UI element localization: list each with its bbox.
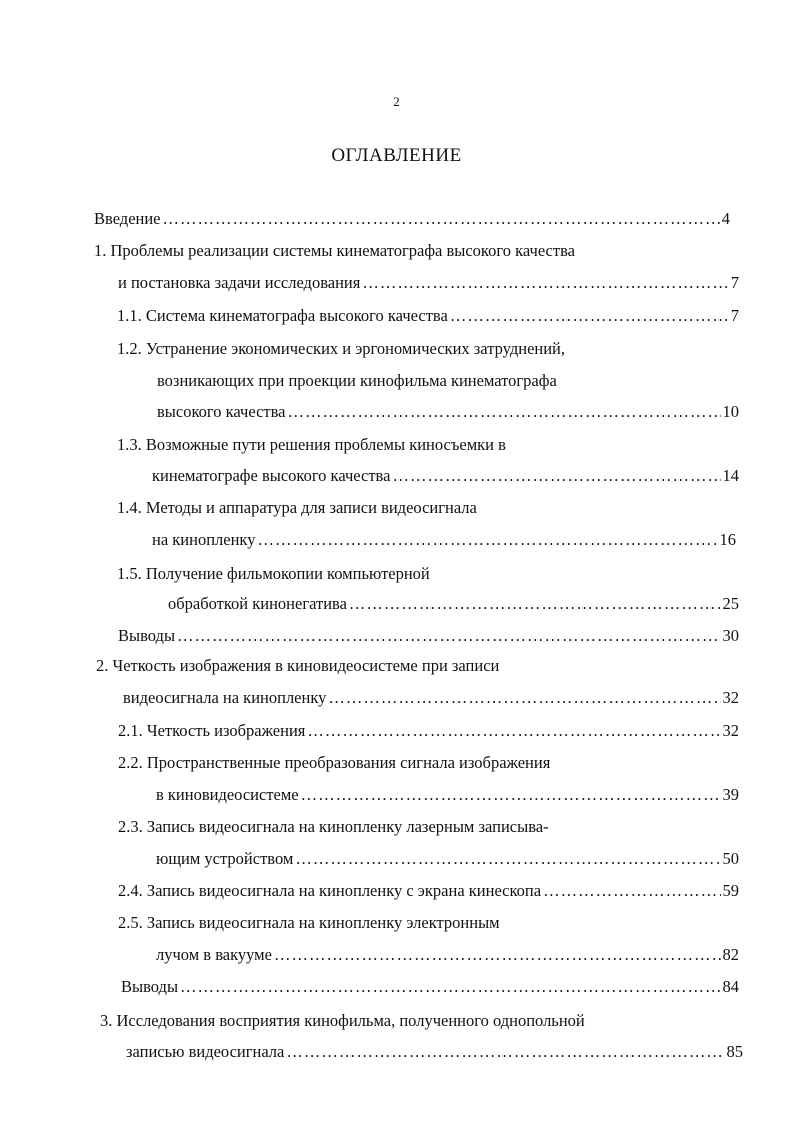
toc-entry-introduction [94,207,730,231]
toc-entry-text: 2.1. Четкость изображения [118,721,306,740]
toc-entry-1-4-cont [152,528,736,552]
dot-leader [163,207,720,231]
toc-title: ОГЛАВЛЕНИЕ [331,145,462,166]
dot-leader [307,719,720,743]
toc-entry-text: записью видеосигнала [126,1042,285,1061]
toc-entry-text: 1.5. Получение фильмокопии компьютерной [117,564,430,583]
toc-entry-text: 1. Проблемы реализации системы кинематографа высокого качества [94,241,575,260]
toc-entry-1-2-cont [157,369,557,393]
toc-entry-text: 2.2. Пространственные преобразования сигнала изображения [118,753,551,772]
toc-entry-chapter-3 [100,1009,585,1033]
toc-entry-2-2 [118,751,550,775]
toc-entry-chapter-2-cont [123,686,739,710]
toc-entry-conclusions-2 [121,975,739,999]
toc-entry-text: видеосигнала на кинопленку [123,688,327,707]
toc-entry-page: 4 [721,209,730,228]
dot-leader [362,271,728,295]
toc-entry-2-3-cont [156,847,739,871]
toc-entry-1-3 [117,433,506,457]
toc-entry-chapter-3-cont [126,1040,743,1064]
dot-leader [257,528,717,552]
toc-entry-text: 1.2. Устранение экономических и эргономических затруднений, [117,339,566,358]
toc-entry-page: 30 [722,626,739,645]
toc-entry-page: 32 [722,688,739,707]
toc-entry-text: 1.3. Возможные пути решения проблемы киносъемки в [117,435,506,454]
dot-leader [286,1040,724,1064]
toc-entry-text: обработкой кинонегатива [168,594,347,613]
dot-leader [349,592,721,616]
toc-entry-1-1 [117,304,739,328]
page-number: 2 [393,94,400,109]
toc-entry-text: 1.4. Методы и аппаратура для записи видеосигнала [117,498,477,517]
toc-entry-text: 2. Четкость изображения в киновидеосистеме при записи [96,656,500,675]
dot-leader [392,464,720,488]
toc-entry-page: 82 [722,945,739,964]
toc-entry-text: Введение [94,209,161,228]
toc-entry-text: Выводы [121,977,179,996]
toc-entry-text: лучом в вакууме [156,945,272,964]
toc-entry-text: кинематографе высокого качества [152,466,391,485]
toc-entry-chapter-1 [94,239,575,263]
dot-leader [301,783,721,807]
toc-entry-2-4 [118,879,739,903]
toc-entry-page: 39 [722,785,739,804]
toc-entry-page: 85 [726,1042,743,1061]
toc-entry-page: 50 [722,849,739,868]
dot-leader [543,879,720,903]
toc-entry-text: 2.4. Запись видеосигнала на кинопленку с экрана кинескопа [118,881,542,900]
toc-entry-text: и постановка задачи исследования [118,273,361,292]
toc-entry-page: 7 [730,273,739,292]
toc-entry-text: в киновидеосистеме [156,785,299,804]
dot-leader [295,847,720,871]
toc-entry-page: 14 [722,466,739,485]
toc-entry-2-2-cont [156,783,739,807]
toc-entry-2-1 [118,719,739,743]
toc-entry-1-3-cont [152,464,739,488]
toc-entry-page: 59 [722,881,739,900]
toc-entry-page: 32 [722,721,739,740]
toc-entry-text: 3. Исследования восприятия кинофильма, полученного однопольной [100,1011,585,1030]
toc-entry-page: 84 [722,977,739,996]
dot-leader [450,304,729,328]
toc-entry-page: 25 [722,594,739,613]
dot-leader [328,686,720,710]
toc-entry-page: 7 [730,306,739,325]
toc-entry-text: возникающих при проекции кинофильма кинематографа [157,371,557,390]
toc-entry-1-2-end [157,400,739,424]
toc-entry-text: 2.5. Запись видеосигнала на кинопленку электронным [118,913,500,932]
toc-entry-1-5-cont [168,592,739,616]
toc-entry-1-2 [117,337,565,361]
toc-entry-text: Выводы [118,626,176,645]
dot-leader [180,975,720,999]
toc-entry-chapter-1-cont [118,271,739,295]
toc-entry-1-5 [117,562,430,586]
toc-entry-text: высокого качества [157,402,286,421]
toc-entry-text: 1.1. Система кинематографа высокого качества [117,306,448,325]
toc-entry-chapter-2 [96,654,499,678]
dot-leader [274,943,721,967]
toc-entry-text: на кинопленку [152,530,256,549]
toc-entry-conclusions-1 [118,624,739,648]
toc-entry-2-3 [118,815,549,839]
toc-entry-page: 16 [719,530,736,549]
dot-leader [177,624,720,648]
toc-entry-2-5 [118,911,500,935]
dot-leader [288,400,721,424]
toc-entry-text: ющим устройством [156,849,294,868]
toc-entry-1-4 [117,496,477,520]
toc-entry-2-5-cont [156,943,739,967]
toc-entry-text: 2.3. Запись видеосигнала на кинопленку лазерным записыва- [118,817,549,836]
toc-entry-page: 10 [722,402,739,421]
